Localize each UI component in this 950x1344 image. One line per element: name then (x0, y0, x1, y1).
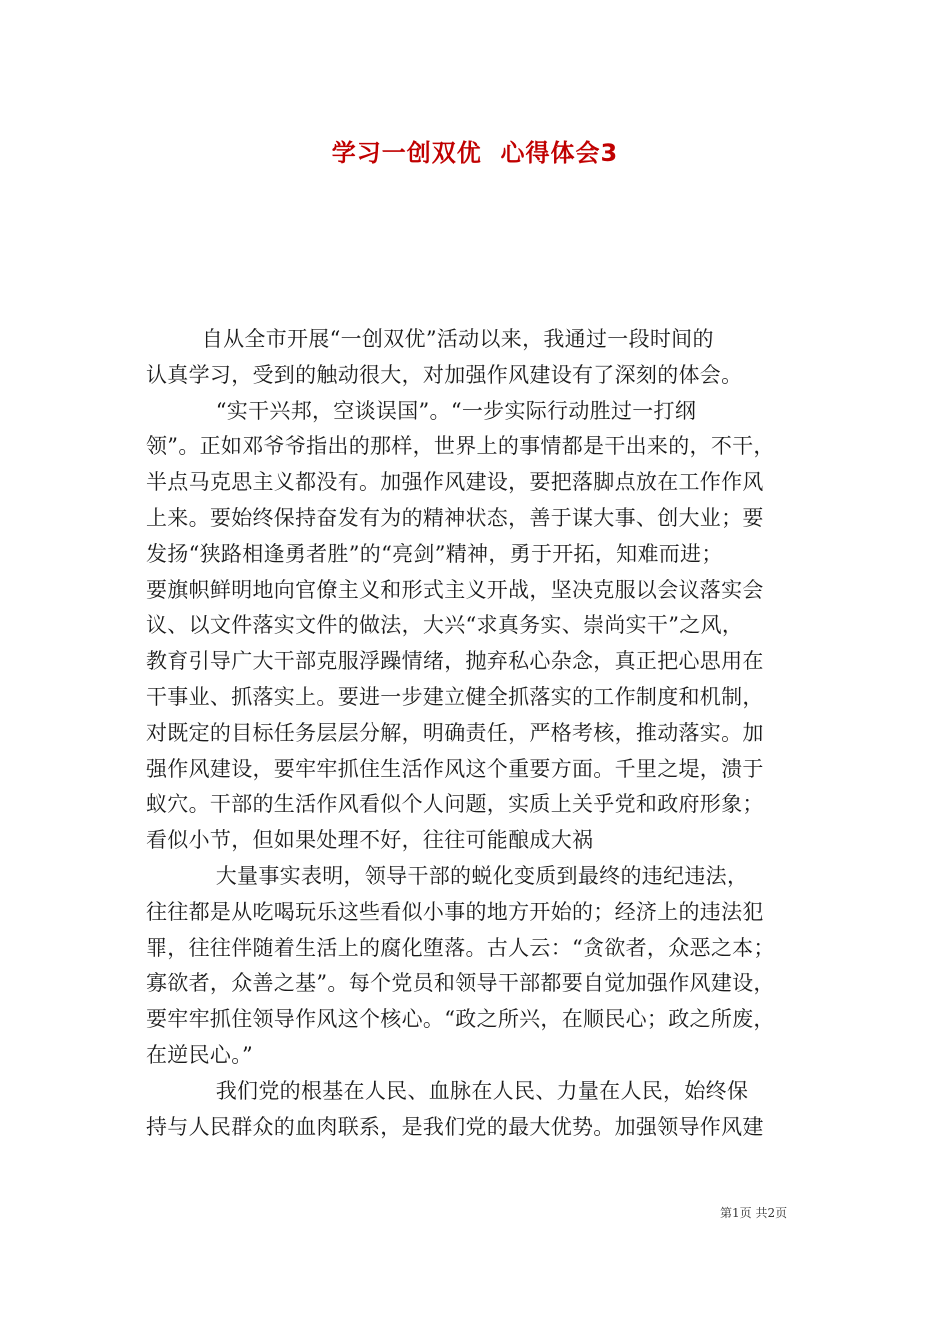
text-line: 看似小节，但如果处理不好，往往可能酿成大祸 (146, 828, 594, 853)
text-line: 蚁穴。干部的生活作风看似个人问题，实质上关乎党和政府形象； (146, 792, 764, 817)
text-line: 罪，往往伴随着生活上的腐化堕落。古人云：“贪欲者，众恶之本； (146, 935, 775, 960)
text-line: 议、以文件落实文件的做法，大兴“求真务实、崇尚实干”之风， (146, 613, 744, 638)
text-line: 干事业、抓落实上。要进一步建立健全抓落实的工作制度和机制， (146, 684, 764, 709)
text-line: 要旗帜鲜明地向官僚主义和形式主义开战，坚决克服以会议落实会 (146, 577, 764, 602)
text-line: “实干兴邦，空谈误国”。“一步实际行动胜过一打纲 (146, 398, 697, 423)
text-line: 对既定的目标任务层层分解，明确责任，严格考核，推动落实。加 (146, 720, 764, 745)
text-line: 自从全市开展“一创双优”活动以来，我通过一段时间的 (146, 327, 714, 351)
text-line: 要牢牢抓住领导作风这个核心。“政之所兴，在顺民心；政之所废， (146, 1007, 775, 1032)
document-title: 学习一创双优 心得体会3 (331, 139, 619, 167)
text-line: 大量事实表明，领导干部的蜕化变质到最终的违纪违法， (146, 863, 749, 888)
page-number: 第1页 共2页 (720, 1206, 788, 1220)
text-line: 强作风建设，要牢牢抓住生活作风这个重要方面。千里之堤，溃于 (146, 756, 764, 781)
text-line: 认真学习，受到的触动很大，对加强作风建设有了深刻的体会。 (146, 362, 743, 387)
text-line: 我们党的根基在人民、血脉在人民、力量在人民，始终保 (146, 1078, 749, 1103)
text-line: 发扬“狭路相逢勇者胜”的“亮剑”精神，勇于开拓，知难而进； (146, 541, 723, 566)
text-line: 半点马克思主义都没有。加强作风建设，要把落脚点放在工作作风 (146, 470, 764, 495)
text-line: 寡欲者，众善之基”。每个党员和领导干部都要自觉加强作风建设， (146, 971, 775, 996)
text-line: 教育引导广大干部克服浮躁情绪，抛弃私心杂念，真正把心思用在 (146, 649, 764, 674)
document-body (146, 322, 816, 1145)
text-line: 领”。正如邓爷爷指出的那样，世界上的事情都是干出来的，不干， (146, 434, 775, 459)
paragraph (146, 859, 816, 1074)
paragraph (146, 1074, 816, 1146)
paragraph (146, 322, 816, 394)
text-line: 在逆民心。” (146, 1042, 254, 1067)
text-line: 往往都是从吃喝玩乐这些看似小事的地方开始的；经济上的违法犯 (146, 899, 764, 924)
text-line: 上来。要始终保持奋发有为的精神状态，善于谋大事、创大业；要 (146, 505, 764, 530)
text-line: 持与人民群众的血肉联系，是我们党的最大优势。加强领导作风建 (146, 1114, 764, 1139)
paragraph (146, 394, 816, 859)
